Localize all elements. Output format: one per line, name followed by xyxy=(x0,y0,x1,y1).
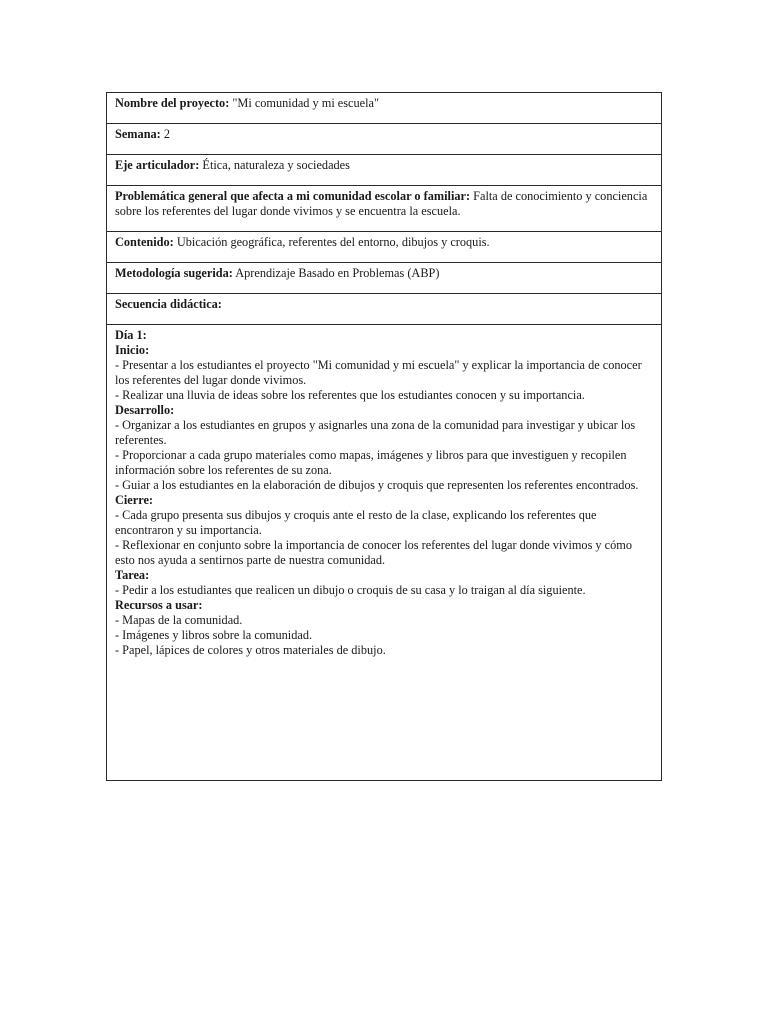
semana-label: Semana: xyxy=(115,127,161,141)
metodologia-label: Metodología sugerida: xyxy=(115,266,233,280)
row-metodologia xyxy=(107,263,662,294)
eje-articulador-value: Ética, naturaleza y sociedades xyxy=(199,158,350,172)
cell-nombre-proyecto xyxy=(107,93,662,124)
contenido-value: Ubicación geográfica, referentes del entorno, dibujos y croquis. xyxy=(173,235,490,249)
row-contenido xyxy=(107,232,662,263)
row-eje-articulador xyxy=(107,155,662,186)
tarea-heading: Tarea: xyxy=(115,568,150,582)
nombre-proyecto-value: "Mi comunidad y mi escuela" xyxy=(229,96,380,110)
cell-problematica xyxy=(107,186,662,232)
row-nombre-proyecto xyxy=(107,93,662,124)
metodologia-value: Aprendizaje Basado en Problemas (ABP) xyxy=(232,266,440,280)
secuencia-label: Secuencia didáctica: xyxy=(115,297,222,311)
problematica-label: Problemática general que afecta a mi comunidad escolar o familiar: xyxy=(115,189,471,203)
eje-articulador-label: Eje articulador: xyxy=(115,158,200,172)
cell-secuencia xyxy=(107,294,662,325)
cell-eje-articulador xyxy=(107,155,662,186)
inicio-heading: Inicio: xyxy=(115,343,150,357)
problematica-value: Falta de conocimiento y conciencia sobre los referentes del lugar donde vivimos y se encuentra la escuela. xyxy=(115,189,648,218)
semana-value: 2 xyxy=(160,127,171,141)
recursos-item: - Imágenes y libros sobre la comunidad. xyxy=(115,628,313,642)
cell-metodologia xyxy=(107,263,662,294)
recursos-item: - Papel, lápices de colores y otros materiales de dibujo. xyxy=(115,643,386,657)
day-heading: Día 1: xyxy=(115,328,147,342)
contenido-label: Contenido: xyxy=(115,235,174,249)
recursos-item: - Mapas de la comunidad. xyxy=(115,613,243,627)
inicio-item: - Presentar a los estudiantes el proyecto "Mi comunidad y mi escuela" y explicar la importancia de conocer los referentes del lugar donde vivimos. xyxy=(115,358,642,387)
inicio-item: - Realizar una lluvia de ideas sobre los referentes que los estudiantes conocen y su importancia. xyxy=(115,388,585,402)
document-page xyxy=(106,92,662,781)
recursos-heading: Recursos a usar: xyxy=(115,598,203,612)
desarrollo-item: - Proporcionar a cada grupo materiales como mapas, imágenes y libros para que investiguen y recopilen información sobre los referentes de su zona. xyxy=(115,448,627,477)
row-secuencia-contenido xyxy=(107,325,662,781)
row-secuencia xyxy=(107,294,662,325)
cierre-item: - Cada grupo presenta sus dibujos y croquis ante el resto de la clase, explicando los referentes que encontraron y su importancia. xyxy=(115,508,597,537)
desarrollo-item: - Organizar a los estudiantes en grupos y asignarles una zona de la comunidad para investigar y ubicar los referentes. xyxy=(115,418,636,447)
cell-secuencia-contenido xyxy=(107,325,662,781)
tarea-item: - Pedir a los estudiantes que realicen un dibujo o croquis de su casa y lo traigan al día siguiente. xyxy=(115,583,586,597)
cierre-item: - Reflexionar en conjunto sobre la importancia de conocer los referentes del lugar donde vivimos y cómo esto nos ayuda a sentirnos parte de nuestra comunidad. xyxy=(115,538,632,567)
row-semana xyxy=(107,124,662,155)
desarrollo-item: - Guiar a los estudiantes en la elaboración de dibujos y croquis que representen los referentes encontrados. xyxy=(115,478,639,492)
lesson-plan-table xyxy=(106,92,662,781)
row-problematica xyxy=(107,186,662,232)
nombre-proyecto-label: Nombre del proyecto: xyxy=(115,96,230,110)
desarrollo-heading: Desarrollo: xyxy=(115,403,175,417)
cierre-heading: Cierre: xyxy=(115,493,154,507)
cell-semana xyxy=(107,124,662,155)
cell-contenido xyxy=(107,232,662,263)
